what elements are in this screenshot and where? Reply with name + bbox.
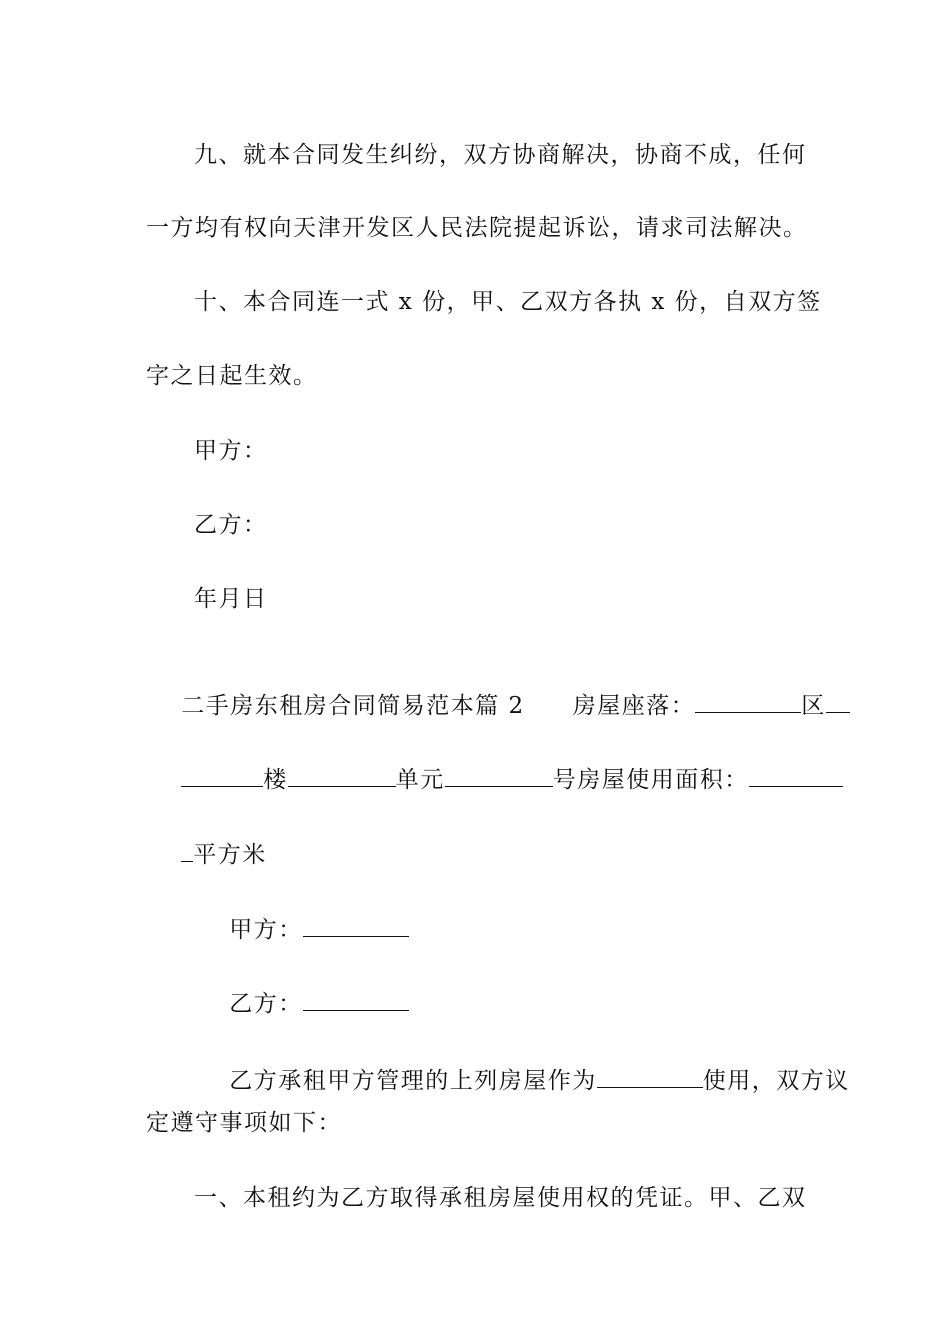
- unit-blank: [445, 764, 553, 787]
- building-blank: [288, 764, 396, 787]
- party-a-blank: [303, 914, 409, 937]
- clause-10-line-2: 字之日起生效。: [146, 363, 318, 389]
- district-blank-start: [826, 690, 850, 713]
- clause-9-line-1: 九、就本合同发生纠纷，双方协商解决，协商不成，任何: [194, 142, 807, 168]
- section-2-party-b: 乙方：: [229, 991, 303, 1017]
- section-2-title: 二手房东租房合同简易范本篇 2: [181, 693, 525, 719]
- area-blank-end: [181, 839, 193, 862]
- district-label: 区: [801, 693, 826, 719]
- building-label: 楼: [263, 767, 288, 793]
- signature-party-a: 甲方：: [194, 438, 268, 464]
- location-label: 房屋座落：: [572, 693, 696, 719]
- party-b-blank: [303, 988, 409, 1011]
- signature-date: 年月日: [194, 586, 268, 612]
- signature-party-b: 乙方：: [194, 512, 268, 538]
- usage-part-2: 使用，双方议: [702, 1068, 850, 1094]
- clause-10-line-1: 十、本合同连一式 x 份，甲、乙双方各执 x 份，自双方签: [194, 289, 822, 315]
- usage-blank: [597, 1065, 703, 1088]
- usage-line-2: 定遵守事项如下：: [146, 1110, 342, 1136]
- usage-part-1: 乙方承租甲方管理的上列房屋作为: [229, 1068, 597, 1094]
- room-area-label: 号房屋使用面积：: [552, 767, 749, 793]
- area-blank-start: [749, 764, 843, 787]
- district-blank-end: [181, 764, 263, 787]
- clause-9-line-2: 一方均有权向天津开发区人民法院提起诉讼，请求司法解决。: [146, 215, 808, 241]
- section-2-party-a: 甲方：: [229, 917, 303, 943]
- unit-label: 单元: [395, 767, 445, 793]
- location-blank: [695, 690, 801, 713]
- sqm-label: 平方米: [193, 842, 267, 868]
- item-1-line-1: 一、本租约为乙方取得承租房屋使用权的凭证。甲、乙双: [194, 1185, 807, 1211]
